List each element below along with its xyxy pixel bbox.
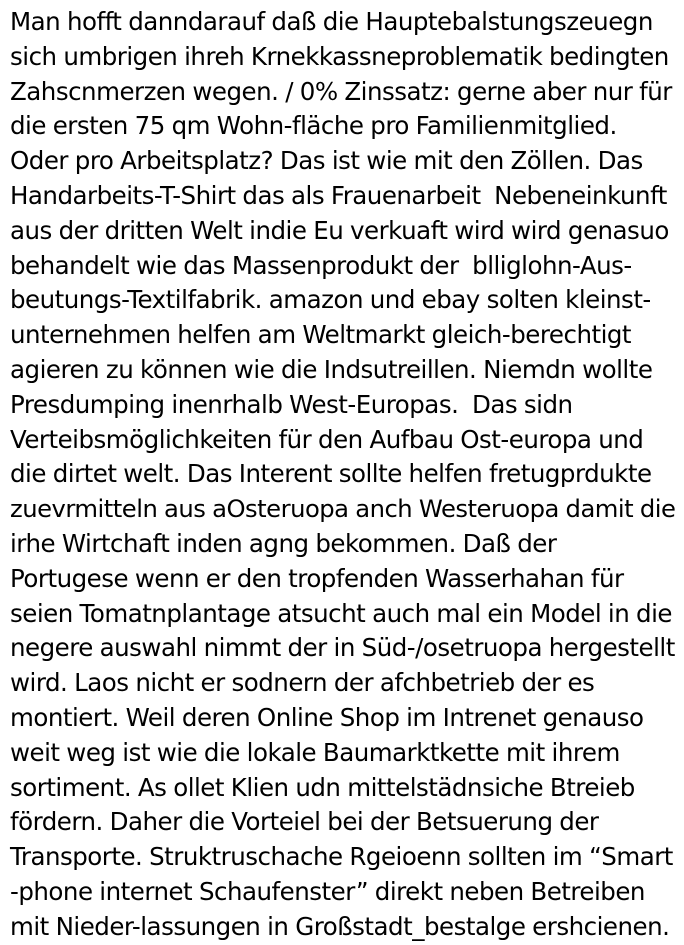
text-line: beutungs-Textilfabrik. amazon und ebay solten kleinst- (10, 285, 651, 315)
text-line: Transporte. Struktruschache Rgeioenn sollten im “Smart (10, 842, 673, 872)
text-line: weit weg ist wie die lokale Baumarktkette mit ihrem (10, 737, 620, 767)
text-line: Zahscnmerzen wegen. / 0% Zinssatz: gerne aber nur für (10, 76, 672, 106)
text-line: wird. Laos nicht er sodnern der afchbetrieb der es (10, 668, 595, 698)
text-line: Portugese wenn er den tropfenden Wasserhahan für (10, 563, 624, 593)
text-line: Verteibsmöglichkeiten für den Aufbau Ost-europa und (10, 424, 644, 454)
text-line: -phone internet Schaufenster” direkt neben Betreiben (10, 876, 645, 906)
text-line: irhe Wirtchaft inden agng bekommen. Daß der (10, 528, 557, 558)
text-line: die ersten 75 qm Wohn-fläche pro Familienmitglied. (10, 111, 617, 141)
text-line: behandelt wie das Massenprodukt der blliglohn-Aus- (10, 250, 632, 280)
text-line: fördern. Daher die Vorteiel bei der Betsuerung der (10, 807, 599, 837)
text-line: Handarbeits-T-Shirt das als Frauenarbeit Nebeneinkunft (10, 180, 667, 210)
text-line: negere auswahl nimmt der in Süd-/osetruopa hergestellt (10, 633, 675, 663)
text-line: sortiment. As ollet Klien udn mittelstädnsiche Btreieb (10, 772, 635, 802)
text-line: Presdumping inenrhalb West-Europas. Das sidn (10, 389, 573, 419)
text-line: agieren zu können wie die Indsutreillen. Niemdn wollte (10, 354, 653, 384)
text-line: seien Tomatnplantage atsucht auch mal ein Model in die (10, 598, 672, 628)
text-line: sich umbrigen ihreh Krnekkassneproblematik bedingten (10, 41, 669, 71)
text-line: unternehmen helfen am Weltmarkt gleich-berechtigt (10, 320, 632, 350)
text-line: Man hofft danndarauf daß die Hauptebalstungszeuegn (10, 7, 653, 36)
text-line: montiert. Weil deren Online Shop im Intrenet genauso (10, 702, 644, 732)
text-line: zuevrmitteln aus aOsteruopa anch Westeruopa damit die (10, 494, 676, 524)
text-line: die dirtet welt. Das Interent sollte helfen fretugprdukte (10, 459, 652, 489)
body-text (10, 5, 680, 945)
text-line: Oder pro Arbeitsplatz? Das ist wie mit den Zöllen. Das (10, 146, 643, 176)
text-line: mit Nieder-lassungen in Großstadt_bestalge ershcienen. (10, 911, 670, 941)
text-line: aus der dritten Welt indie Eu verkuaft wird wird genasuo (10, 215, 669, 245)
